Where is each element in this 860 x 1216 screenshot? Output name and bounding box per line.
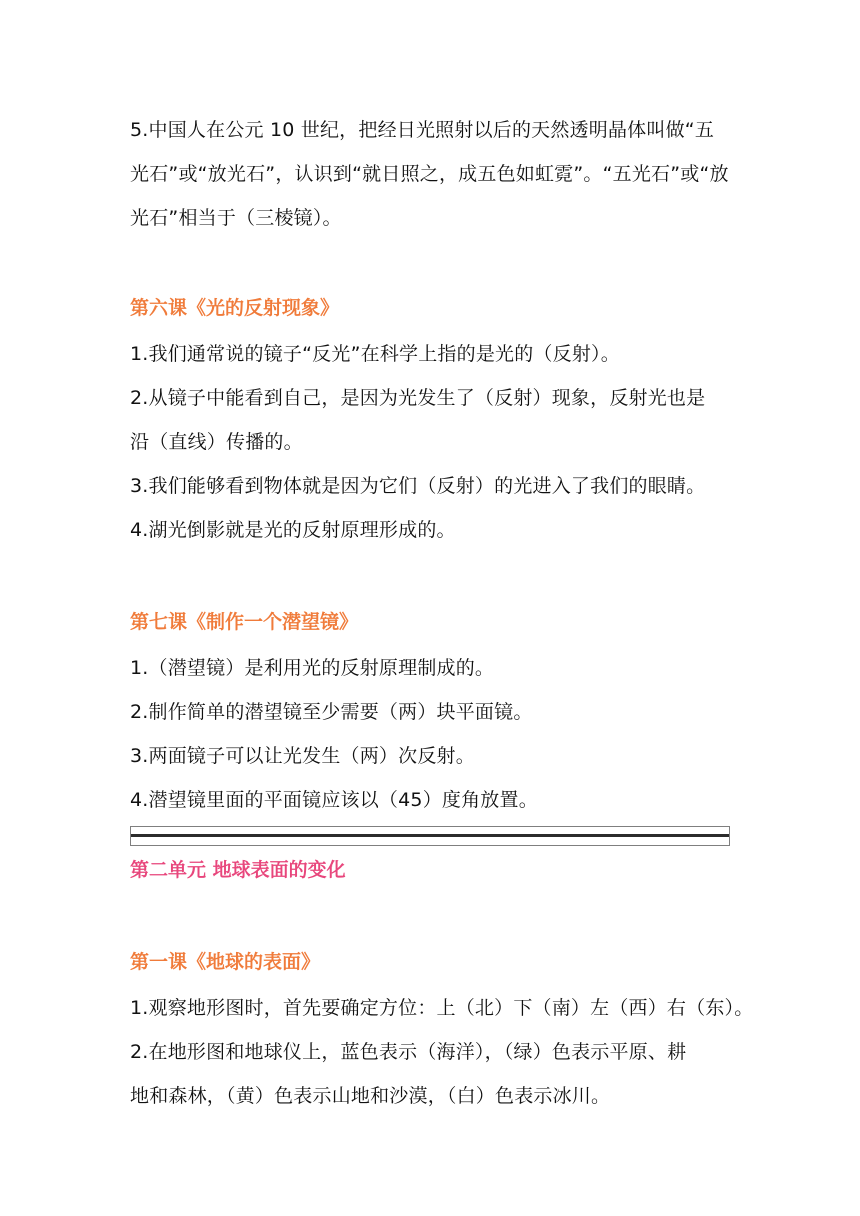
text-line: 1.我们通常说的镜子“反光”在科学上指的是光的（反射）。 [130,343,620,365]
text-line: 3.我们能够看到物体就是因为它们（反射）的光进入了我们的眼睛。 [130,475,706,497]
unit-heading: 第二单元 地球表面的变化 [130,859,346,881]
lesson-heading: 第六课《光的反射现象》 [130,297,340,319]
text-line: 5.中国人在公元 10 世纪，把经日光照射以后的天然透明晶体叫做“五 [130,119,715,141]
text-line: 3.两面镜子可以让光发生（两）次反射。 [130,745,475,767]
text-line: 2.在地形图和地球仪上，蓝色表示（海洋），（绿）色表示平原、耕 [130,1041,687,1063]
text-line: 2.从镜子中能看到自己，是因为光发生了（反射）现象，反射光也是 [130,387,706,409]
text-line: 2.制作简单的潜望镜至少需要（两）块平面镜。 [130,701,533,723]
text-line: 1.（潜望镜）是利用光的反射原理制成的。 [130,657,495,679]
text-line: 沿（直线）传播的。 [130,431,303,453]
text-line: 光石”相当于（三棱镜）。 [130,207,342,229]
text-line: 地和森林，（黄）色表示山地和沙漠，（白）色表示冰川。 [130,1085,611,1107]
lesson-heading: 第一课《地球的表面》 [130,951,321,973]
text-line: 光石”或“放光石”，认识到“就日照之，成五色如虹霓”。“五光石”或“放 [130,163,729,185]
section-divider [130,826,730,846]
text-line: 4.湖光倒影就是光的反射原理形成的。 [130,519,456,541]
divider-bar [131,834,729,837]
lesson-heading: 第七课《制作一个潜望镜》 [130,611,359,633]
text-line: 1.观察地形图时，首先要确定方位：上（北）下（南）左（西）右（东）。 [130,997,754,1019]
text-line: 4.潜望镜里面的平面镜应该以（45）度角放置。 [130,789,538,811]
